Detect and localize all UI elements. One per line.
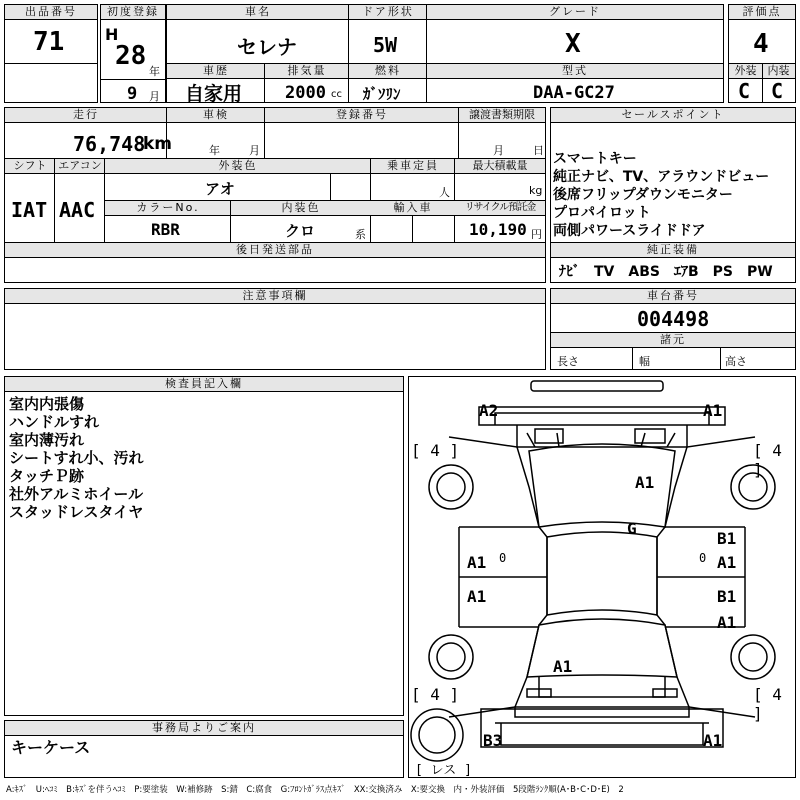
tire-front-left: [ 4 ]: [411, 441, 460, 460]
lot-number-box: [4, 4, 98, 103]
specs-label: 諸元: [551, 333, 795, 348]
first-registration-label: 初度登録: [101, 5, 165, 20]
capacity-unit: 人: [439, 186, 450, 199]
sales-point-item: プロパイロット: [553, 205, 651, 221]
length-label: 長さ: [557, 355, 579, 368]
inspector-note-item: 室内内張傷: [9, 395, 85, 413]
mark-left-front-door: A1: [467, 553, 487, 572]
reg-month: 9: [127, 84, 138, 104]
mark-rear-glass: A1: [553, 657, 573, 676]
tire-rear-right: [ 4 ]: [753, 685, 782, 723]
score-label: 評価点: [729, 5, 795, 20]
recycle-label: リサイクル預託金: [455, 201, 545, 216]
sales-points-box: [550, 107, 796, 283]
sales-point-item: 後席フリップダウンモニター: [553, 187, 733, 203]
sales-point-item: スマートキー: [553, 151, 637, 167]
score: 4: [753, 29, 769, 59]
era: H: [105, 25, 119, 44]
width-label: 幅: [639, 355, 650, 368]
int-color-unit: 系: [355, 228, 366, 241]
ext-color-label: 外装色: [105, 159, 371, 174]
mark-front-right: A1: [703, 401, 723, 420]
fuel-label: 燃料: [349, 64, 427, 79]
office-notice-label: 事務局よりご案内: [5, 721, 403, 736]
fuel: ｶﾞｿﾘﾝ: [363, 85, 401, 103]
mark-right-front-door-b: B1: [717, 529, 737, 548]
height-label: 高さ: [725, 355, 747, 368]
max-load-unit: kg: [529, 184, 543, 197]
displacement-unit: cc: [331, 89, 342, 100]
inspection-month-unit: 月: [249, 144, 260, 157]
mark-right-rear-door-b: B1: [717, 587, 737, 606]
lot-number-label: 出品番号: [5, 5, 97, 20]
reg-month-unit: 月: [149, 90, 160, 103]
mark-rear-left: B3: [483, 731, 503, 750]
tire-spare: [ レス ]: [415, 763, 472, 778]
aircon-label: エアコン: [55, 159, 105, 174]
exterior-label: 外装: [729, 64, 762, 79]
mark-left-front-door-o: 0: [499, 551, 507, 565]
grade: X: [565, 29, 581, 59]
color-no: RBR: [151, 220, 180, 239]
mark-right-rear-door-a: A1: [717, 613, 737, 632]
shift: IAT: [11, 198, 48, 222]
mark-front-left: A2: [479, 401, 499, 420]
interior-label: 内装: [762, 64, 795, 79]
transfer-month-unit: 月: [493, 144, 504, 157]
later-parts-label: 後日発送部品: [5, 243, 545, 258]
inspection-year-unit: 年: [209, 144, 220, 157]
model-label: 型式: [427, 64, 723, 79]
displacement: 2000: [285, 83, 326, 103]
inspector-notes-box: [4, 376, 404, 716]
genuine-equipment: ﾅﾋﾞ TV ABS ｴｱB PS PW: [559, 264, 773, 280]
chassis-number: 004498: [637, 307, 710, 331]
mileage: 76,748: [73, 132, 146, 156]
door-label: ドア形状: [349, 5, 427, 20]
max-load-label: 最大積載量: [455, 159, 545, 174]
vehicle-detail-box: [4, 107, 546, 283]
recycle-unit: 円: [531, 228, 542, 241]
inspector-note-item: タッチＰ跡: [9, 467, 85, 485]
mark-right-front-door-o: 0: [699, 551, 707, 565]
shift-label: シフト: [5, 159, 55, 174]
notes-label: 注意事項欄: [5, 289, 545, 304]
exterior-grade: C: [738, 79, 751, 103]
int-color-label: 内装色: [231, 201, 371, 216]
registration-no-label: 登録番号: [265, 108, 459, 123]
chassis-box: [550, 288, 796, 370]
grade-label: グレード: [427, 5, 723, 20]
tire-rear-left: [ 4 ]: [411, 685, 460, 704]
mark-left-rear-door: A1: [467, 587, 487, 606]
car-name-label: 車名: [167, 5, 349, 20]
inspector-note-item: ハンドルすれ: [9, 413, 100, 431]
inspection-label: 車検: [167, 108, 265, 123]
genuine-equipment-label: 純正装備: [551, 243, 795, 258]
capacity-label: 乗車定員: [371, 159, 455, 174]
sales-point-item: 両側パワースライドドア: [553, 223, 706, 239]
transfer-day-unit: 日: [533, 144, 544, 157]
model-code: DAA-GC27: [533, 83, 615, 103]
displacement-label: 排気量: [265, 64, 349, 79]
door-type: 5W: [373, 33, 398, 57]
legend: A:ｷｽﾞ U:ﾍｺﾐ B:ｷｽﾞを伴うﾍｺﾐ P:要塗装 W:補修跡 S:錆 C:腐食 G:ﾌﾛﾝﾄｶﾞﾗｽ点ｷｽﾞ XX:交換済み X:要交換 内・外装評価 5段階ﾗﾝｸ順(A･B･C･D･E) 2: [6, 785, 624, 795]
notes-box: [4, 288, 546, 370]
inspector-notes-label: 検査員記入欄: [5, 377, 403, 392]
office-notice: キーケース: [11, 738, 91, 757]
mileage-label: 走行: [5, 108, 167, 123]
import-label: 輸入車: [371, 201, 455, 216]
mark-rear-right: A1: [703, 731, 723, 750]
sales-points-label: セールスポイント: [551, 108, 795, 123]
int-color: クロ: [285, 222, 316, 240]
score-box: [728, 4, 796, 103]
transfer-deadline-label: 譲渡書類期限: [459, 108, 545, 123]
mark-roof: G: [627, 519, 637, 538]
car-name: セレナ: [237, 35, 297, 59]
mark-hood: A1: [635, 473, 655, 492]
car-outline-diagram: [409, 377, 795, 777]
damage-diagram: [408, 376, 796, 778]
inspector-note-item: シートすれ小、汚れ: [9, 449, 144, 467]
aircon: AAC: [59, 198, 96, 222]
tire-front-right: [ 4 ]: [753, 441, 782, 479]
chassis-label: 車台番号: [551, 289, 795, 304]
inspector-note-item: スタッドレスタイヤ: [9, 503, 144, 521]
inspector-note-item: 社外アルミホイール: [9, 485, 144, 503]
inspector-note-item: 室内薄汚れ: [9, 431, 85, 449]
ext-color: アオ: [205, 180, 235, 198]
mark-right-front-door-a: A1: [717, 553, 737, 572]
reg-year: 28: [115, 41, 147, 71]
interior-grade: C: [771, 79, 784, 103]
reg-year-unit: 年: [149, 65, 160, 78]
car-info-box: [166, 4, 724, 103]
first-registration-box: [100, 4, 166, 103]
recycle-fee: 10,190: [469, 220, 527, 239]
mileage-unit: km: [143, 134, 173, 154]
history: 自家用: [185, 83, 243, 105]
office-notice-box: [4, 720, 404, 778]
lot-number: 71: [33, 27, 65, 57]
history-label: 車歴: [167, 64, 265, 79]
color-no-label: カラーNo.: [105, 201, 231, 216]
sales-point-item: 純正ナビ、TV、アラウンドビュー: [553, 169, 770, 185]
